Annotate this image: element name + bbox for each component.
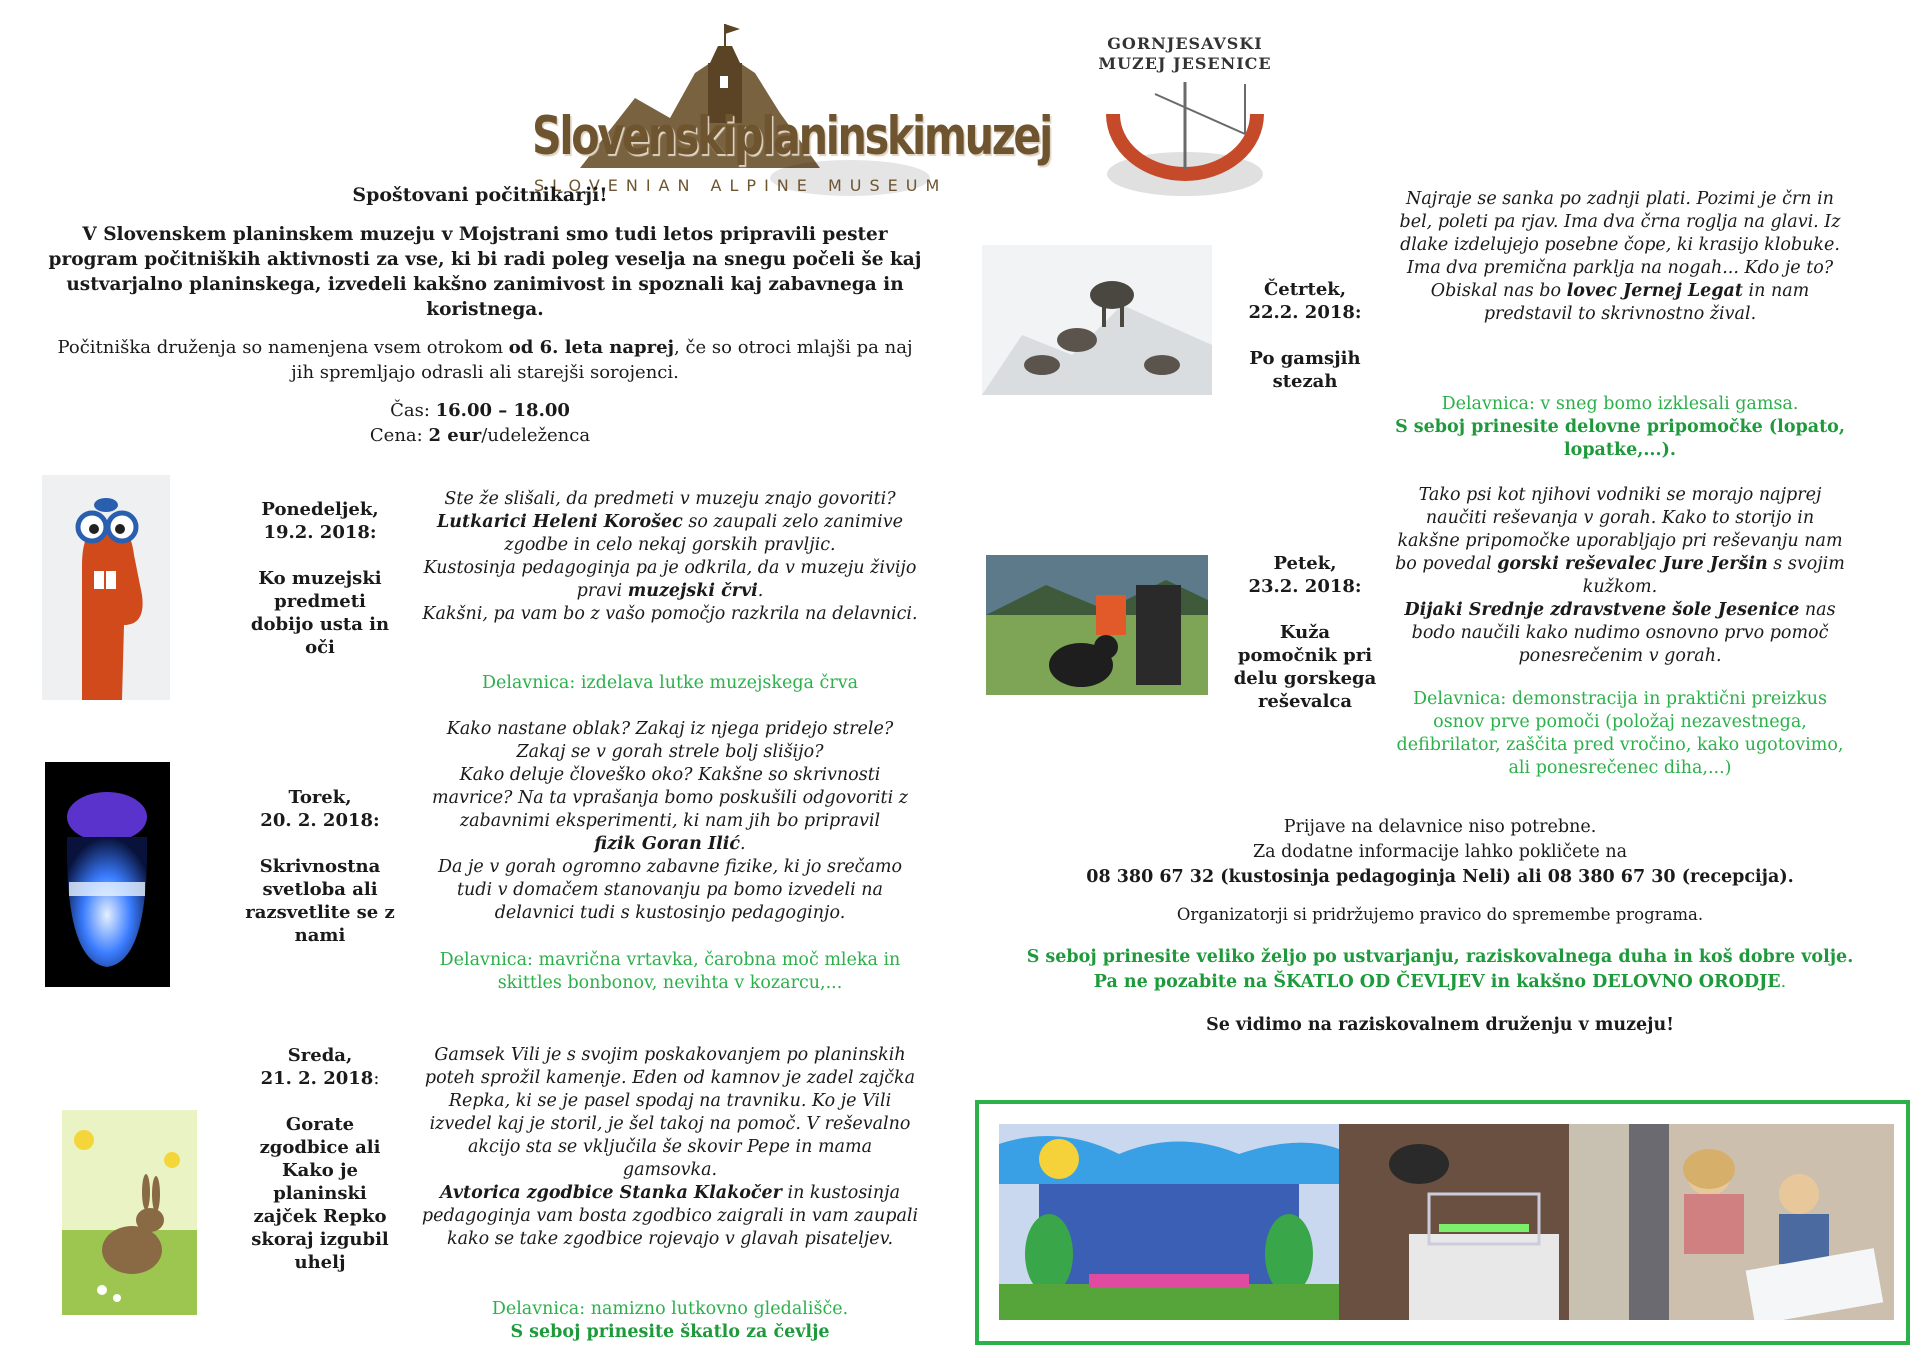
rabbit-illustration	[62, 1110, 197, 1315]
thursday-desc-3-text: Obiskal nas bo	[1430, 281, 1567, 301]
gornjesavski-muzej-logo	[1095, 30, 1275, 200]
spm-logo-subtitle: SLOVENIAN ALPINE MUSEUM	[534, 176, 948, 195]
footer-contact-intro: Za dodatne informacije lahko pokličete na	[1252, 842, 1628, 862]
event-monday-day: Ponedeljek,	[261, 499, 379, 520]
glowing-jar-photo	[45, 762, 170, 987]
tuesday-physicist	[420, 833, 920, 856]
audience-age: od 6. leta naprej	[508, 337, 675, 358]
audience-text-2: , če so otroci mlajši pa naj jih spremljajo odrasli ali starejši sorojenci.	[291, 337, 913, 383]
friday-desc-2-text: nas bodo naučili kako nudimo osnovno prvo pomoč ponesrečenim v gorah.	[1411, 600, 1836, 666]
footer-bring-line-2-end: .	[1780, 972, 1787, 992]
wednesday-desc-2	[420, 1182, 920, 1251]
event-tuesday-title: Skrivnostna svetloba ali razsvetlite se z nami	[245, 856, 395, 946]
gmj-logo-line2: MUZEJ JESENICE	[1098, 54, 1272, 73]
wednesday-author: Avtorica zgodbice Stanka Klakočer	[439, 1183, 782, 1203]
footer-disclaimer: Organizatorji si pridržujemo pravico do spremembe programa.	[1176, 905, 1704, 924]
slovenian-alpine-museum-logo	[520, 18, 1051, 198]
friday-school: Dijaki Srednje zdravstvene šole Jesenice	[1404, 600, 1800, 620]
friday-desc-1-text: Tako psi kot njihovi vodniki se morajo najprej naučiti reševanja v gorah. Kako to storijo in kakšne pripomočke uporabljajo pri reševanju nam bo povedal	[1395, 485, 1843, 574]
event-monday-description	[420, 488, 920, 626]
footer-closing: Se vidimo na raziskovalnem druženju v muzeju!	[1206, 1015, 1674, 1035]
tuesday-desc-3: Da je v gorah ogromno zabavne fizike, ki jo srečamo tudi v domačem stanovanju pa bomo izvedeli na delavnici tudi s kustosinjo pedagoginjo.	[437, 857, 903, 923]
event-wednesday-title: Gorate zgodbice ali Kako je planinski zajček Repko skoraj izgubil uhelj	[251, 1114, 389, 1273]
price-label: Cena:	[369, 425, 429, 446]
wednesday-desc-1: Gamsek Vili je s svojim poskakovanjem po planinskih poteh sprožil kamenje. Eden od kamnov je zadel zajčka Repka, ki se je pasel spodaj na travniku. Ko je Vili izvedel kaj je storil, je šel takoj na pomoč. V reševalno akcijo sta se vključila še skovir Pepe in mama gamsovka.	[424, 1045, 916, 1180]
workshop-photo-strip	[975, 1100, 1910, 1345]
event-tuesday-date: 20. 2. 2018:	[260, 810, 380, 831]
event-wednesday-day: Sreda,	[287, 1045, 353, 1066]
event-monday-date: 19.2. 2018:	[263, 522, 377, 543]
footer-phone-numbers: 08 380 67 32 (kustosinja pedagoginja Neli) ali 08 380 67 30 (recepcija).	[1086, 867, 1794, 887]
thursday-desc-1: Najraje se sanka po zadnji plati. Pozimi je črn in bel, poleti pa rjav. Ima dva črna roglja na glavi. Iz dlake izdelujejo posebne čope, ki krasijo klobuke.	[1399, 189, 1841, 255]
sundial-icon	[1095, 74, 1275, 200]
wednesday-desc-2-text: in kustosinja pedagoginja vam bosta zgodbico zaigrali in vam zaupali kako se take zgodbice rojevajo v glavah pisateljev.	[421, 1183, 919, 1249]
footer-registration: Prijave na delavnice niso potrebne.	[1283, 817, 1597, 837]
spm-logo-wordmark: Slovenskiplaninskimuzej	[532, 106, 1051, 167]
event-friday-date: 23.2. 2018:	[1248, 576, 1362, 597]
intro-title: Spoštovani počitnikarji!	[352, 184, 608, 206]
time-label: Čas:	[390, 400, 436, 421]
tuesday-desc-2-end: .	[740, 834, 746, 854]
tuesday-physicist-name: fizik Goran Ilić	[594, 834, 741, 854]
intro-paragraph: V Slovenskem planinskem muzeju v Mojstrani smo tudi letos pripravili pester program počitniških aktivnosti za vse, ki bi radi poleg veselja na snegu počeli še kaj ustvarjalno planinskega, izvedeli kakšno zanimivost in spoznali kaj zabavnega in koristnega.	[48, 224, 922, 320]
footer-bring-line-2	[990, 970, 1890, 995]
wednesday-workshop-text: Delavnica: namizno lutkovno gledališče.	[491, 1299, 849, 1319]
monday-desc-2-text: so zaupali zelo zanimive zgodbe in celo nekaj gorskih pravljic.	[504, 512, 903, 555]
monday-desc-4: Kakšni, pa vam bo z vašo pomočjo razkrila na delavnici.	[422, 604, 918, 624]
event-friday-title: Kuža pomočnik pri delu gorskega reševalca	[1233, 622, 1377, 712]
event-tuesday-description	[420, 718, 920, 925]
event-wednesday-heading	[240, 1044, 400, 1274]
footer-info	[990, 815, 1890, 1038]
monday-worms: muzejski črvi	[627, 581, 758, 601]
thursday-workshop-text: Delavnica: v sneg bomo izklesali gamsa.	[1441, 394, 1799, 414]
monday-desc-3	[420, 557, 920, 603]
price-unit: /udeleženca	[481, 425, 591, 446]
event-tuesday-day: Torek,	[288, 787, 352, 808]
aquarium-experiment-photo	[1339, 1124, 1629, 1320]
price-value: 2 eur	[428, 425, 482, 446]
event-wednesday-date-line	[240, 1067, 400, 1090]
chamois-illustration	[982, 245, 1212, 395]
friday-rescuer: gorski reševalec Jure Jeršin	[1497, 554, 1768, 574]
monday-puppeteer: Lutkarici Heleni Korošec	[437, 512, 683, 532]
footer-bring-line-1: S seboj prinesite veliko željo po ustvarjanju, raziskovalnega duha in koš dobre volje.	[1026, 947, 1854, 967]
event-friday-workshop: Delavnica: demonstracija in praktični preizkus osnov prve pomoči (položaj nezavestnega, defibrilator, zaščita pred vročino, kako ugotovimo, ali ponesrečenec diha,...)	[1396, 689, 1844, 778]
time-value: 16.00 – 18.00	[435, 400, 570, 421]
children-drawing-photo	[1629, 1124, 1894, 1320]
gmj-logo-line1: GORNJESAVSKI	[1107, 34, 1263, 53]
event-wednesday-workshop	[420, 1298, 920, 1344]
time-line	[250, 398, 710, 423]
tuesday-desc-1: Kako nastane oblak? Zakaj iz njega pridejo strele? Zakaj se v gorah strele bolj slišijo?	[446, 719, 894, 762]
event-thursday-title: Po gamsjih stezah	[1249, 348, 1361, 392]
event-thursday-day: Četrtek,	[1263, 279, 1347, 300]
event-wednesday-date: 21. 2. 2018	[260, 1068, 374, 1089]
event-wednesday-date-colon: :	[373, 1068, 380, 1089]
friday-desc-1-end: s svojim kužkom.	[1582, 554, 1845, 597]
event-wednesday-description	[420, 1044, 920, 1251]
wednesday-bring-text: S seboj prinesite škatlo za čevlje	[510, 1322, 830, 1342]
event-monday-heading	[240, 498, 400, 659]
event-thursday-date: 22.2. 2018:	[1248, 302, 1362, 323]
tuesday-desc-2: Kako deluje človeško oko? Kakšne so skrivnosti mavrice? Na ta vprašanja bomo poskušili odgovoriti z zabavnimi eksperimenti, ki nam jih bo pripravil	[432, 765, 908, 831]
thursday-desc-3	[1395, 280, 1845, 326]
event-tuesday-workshop: Delavnica: mavrična vrtavka, čarobna moč mleka in skittles bonbonov, nevihta v kozarcu,...	[439, 950, 901, 993]
rescue-dog-photo	[986, 555, 1208, 695]
event-thursday-heading	[1230, 278, 1380, 393]
audience-text-1: Počitniška druženja so namenjena vsem otrokom	[57, 337, 509, 358]
time-and-price	[250, 398, 710, 448]
thursday-hunter: lovec Jernej Legat	[1566, 281, 1743, 301]
friday-desc-2	[1395, 599, 1845, 668]
event-thursday-workshop	[1395, 393, 1845, 462]
thursday-bring-text: S seboj prinesite delovne pripomočke (lopato, lopatke,...).	[1395, 417, 1845, 460]
event-monday-workshop: Delavnica: izdelava lutke muzejskega črva	[481, 673, 859, 693]
puppet-worm-photo	[42, 475, 170, 700]
monday-desc-2	[420, 511, 920, 557]
monday-desc-3-text: Kustosinja pedagoginja pa je odkrila, da v muzeju živijo pravi	[423, 558, 917, 601]
event-friday-description	[1395, 484, 1845, 668]
event-thursday-description	[1395, 188, 1845, 326]
event-tuesday-heading	[240, 786, 400, 947]
thursday-desc-3-end: in nam predstavil to skrivnostno žival.	[1483, 281, 1810, 324]
footer-bring-line-2-text: Pa ne pozabite na ŠKATLO OD ČEVLJEV in kakšno DELOVNO ORODJE	[1093, 972, 1781, 992]
thursday-desc-2: Ima dva premična parklja na nogah... Kdo je to?	[1406, 258, 1834, 278]
event-friday-day: Petek,	[1273, 553, 1337, 574]
monday-desc-1: Ste že slišali, da predmeti v muzeju znajo govoriti?	[444, 489, 896, 509]
puppet-theatre-photo	[999, 1124, 1339, 1320]
intro-audience	[45, 335, 925, 385]
monday-desc-3-end: .	[757, 581, 764, 601]
event-monday-title: Ko muzejski predmeti dobijo usta in oči	[250, 568, 390, 658]
friday-desc-1	[1395, 484, 1845, 599]
price-line	[250, 423, 710, 448]
event-friday-heading	[1230, 552, 1380, 713]
